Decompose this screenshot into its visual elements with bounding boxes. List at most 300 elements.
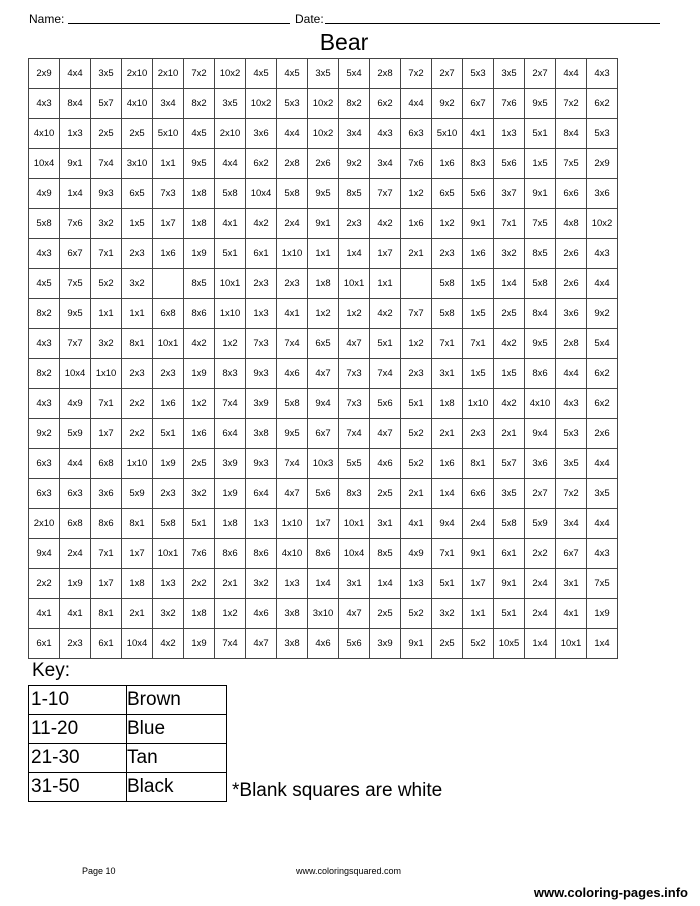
grid-cell: 4x7 <box>339 329 370 359</box>
grid-cell: 1x8 <box>432 389 463 419</box>
grid-cell: 4x4 <box>556 59 587 89</box>
grid-cell: 10x2 <box>246 89 277 119</box>
grid-cell: 2x6 <box>308 149 339 179</box>
grid-cell: 6x8 <box>153 299 184 329</box>
grid-cell: 6x7 <box>556 539 587 569</box>
grid-cell: 4x2 <box>494 389 525 419</box>
grid-cell: 2x10 <box>153 59 184 89</box>
grid-cell: 9x4 <box>432 509 463 539</box>
grid-cell: 1x7 <box>91 419 122 449</box>
grid-cell: 7x1 <box>91 389 122 419</box>
grid-cell: 7x1 <box>91 239 122 269</box>
grid-cell: 6x3 <box>29 449 60 479</box>
grid-cell: 1x5 <box>463 269 494 299</box>
grid-cell: 9x5 <box>277 419 308 449</box>
grid-cell: 2x3 <box>122 239 153 269</box>
grid-cell: 3x10 <box>308 599 339 629</box>
grid-cell: 5x6 <box>308 479 339 509</box>
grid-cell: 9x3 <box>91 179 122 209</box>
grid-cell: 9x5 <box>525 89 556 119</box>
grid-cell: 7x6 <box>60 209 91 239</box>
grid-cell: 3x9 <box>215 449 246 479</box>
grid-cell: 5x8 <box>153 509 184 539</box>
grid-cell: 4x6 <box>370 449 401 479</box>
grid-cell: 6x2 <box>370 89 401 119</box>
grid-cell: 2x3 <box>60 629 91 659</box>
grid-cell: 2x3 <box>401 359 432 389</box>
grid-cell: 8x3 <box>339 479 370 509</box>
grid-cell: 1x10 <box>122 449 153 479</box>
grid-cell: 2x6 <box>587 419 618 449</box>
grid-cell: 8x4 <box>60 89 91 119</box>
grid-cell: 1x9 <box>153 449 184 479</box>
grid-cell: 2x3 <box>339 209 370 239</box>
grid-cell: 2x3 <box>153 479 184 509</box>
grid-cell: 2x6 <box>556 239 587 269</box>
grid-cell: 9x3 <box>246 359 277 389</box>
grid-cell: 1x3 <box>246 299 277 329</box>
grid-cell: 2x10 <box>122 59 153 89</box>
grid-cell: 4x1 <box>277 299 308 329</box>
grid-cell: 8x3 <box>215 359 246 389</box>
grid-cell: 4x9 <box>29 179 60 209</box>
grid-cell: 2x7 <box>525 59 556 89</box>
grid-cell: 7x5 <box>556 149 587 179</box>
grid-cell: 2x1 <box>401 239 432 269</box>
grid-cell: 1x2 <box>215 599 246 629</box>
grid-row <box>29 149 618 179</box>
grid-cell: 6x8 <box>91 449 122 479</box>
grid-cell: 10x1 <box>153 329 184 359</box>
grid-cell: 5x1 <box>494 599 525 629</box>
grid-cell: 8x2 <box>29 299 60 329</box>
grid-cell: 7x2 <box>401 59 432 89</box>
grid-cell: 4x8 <box>556 209 587 239</box>
grid-cell: 2x5 <box>370 599 401 629</box>
grid-cell: 1x5 <box>463 299 494 329</box>
grid-cell: 6x3 <box>401 119 432 149</box>
grid-cell: 7x1 <box>494 209 525 239</box>
grid-cell: 5x10 <box>153 119 184 149</box>
grid-cell: 7x5 <box>525 209 556 239</box>
grid-cell: 10x4 <box>60 359 91 389</box>
grid-cell: 1x7 <box>370 239 401 269</box>
grid-cell: 8x1 <box>463 449 494 479</box>
grid-cell: 2x5 <box>370 479 401 509</box>
key-label: Key: <box>32 660 71 681</box>
grid-cell: 3x2 <box>494 239 525 269</box>
grid-cell: 4x3 <box>29 389 60 419</box>
grid-cell: 4x4 <box>587 449 618 479</box>
grid-cell: 8x2 <box>339 89 370 119</box>
grid-cell: 7x3 <box>153 179 184 209</box>
grid-cell: 4x10 <box>277 539 308 569</box>
grid-cell: 1x10 <box>91 359 122 389</box>
grid-cell: 8x3 <box>463 149 494 179</box>
grid-cell: 2x1 <box>432 419 463 449</box>
grid-cell: 1x8 <box>308 269 339 299</box>
grid-cell: 4x3 <box>29 89 60 119</box>
grid-cell: 5x8 <box>277 179 308 209</box>
grid-cell: 4x3 <box>29 239 60 269</box>
grid-cell: 1x2 <box>215 329 246 359</box>
grid-cell: 10x4 <box>29 149 60 179</box>
grid-cell: 5x8 <box>29 209 60 239</box>
grid-cell: 4x2 <box>370 299 401 329</box>
grid-cell: 1x1 <box>308 239 339 269</box>
grid-row <box>29 89 618 119</box>
grid-cell: 4x2 <box>153 629 184 659</box>
grid-cell: 1x4 <box>339 239 370 269</box>
grid-cell: 1x8 <box>215 509 246 539</box>
grid-cell: 3x5 <box>556 449 587 479</box>
grid-cell: 2x8 <box>556 329 587 359</box>
key-range: 1-10 <box>29 686 127 715</box>
grid-cell: 4x4 <box>587 509 618 539</box>
grid-cell: 2x10 <box>29 509 60 539</box>
grid-cell <box>153 269 184 299</box>
grid-cell: 6x3 <box>29 479 60 509</box>
grid-cell: 9x1 <box>525 179 556 209</box>
grid-cell: 5x4 <box>587 329 618 359</box>
grid-row <box>29 629 618 659</box>
grid-cell: 8x6 <box>308 539 339 569</box>
grid-cell: 2x4 <box>60 539 91 569</box>
grid-cell: 2x7 <box>525 479 556 509</box>
grid-cell: 1x5 <box>122 209 153 239</box>
grid-cell: 1x8 <box>184 599 215 629</box>
grid-cell: 1x9 <box>587 599 618 629</box>
grid-cell: 2x3 <box>153 359 184 389</box>
grid-cell: 5x3 <box>277 89 308 119</box>
grid-cell: 4x1 <box>401 509 432 539</box>
grid-cell: 2x2 <box>184 569 215 599</box>
grid-cell: 3x8 <box>246 419 277 449</box>
grid-cell: 5x8 <box>525 269 556 299</box>
grid-cell: 2x2 <box>122 419 153 449</box>
grid-cell: 5x10 <box>432 119 463 149</box>
grid-cell: 1x6 <box>184 419 215 449</box>
grid-cell: 10x2 <box>587 209 618 239</box>
grid-cell: 5x9 <box>525 509 556 539</box>
grid-cell: 2x4 <box>525 599 556 629</box>
grid-cell: 3x2 <box>122 269 153 299</box>
grid-row <box>29 359 618 389</box>
watermark: www.coloring-pages.info <box>533 885 688 900</box>
grid-cell: 4x7 <box>339 599 370 629</box>
grid-cell: 2x8 <box>277 149 308 179</box>
grid-cell: 5x3 <box>463 59 494 89</box>
grid-cell: 10x5 <box>494 629 525 659</box>
grid-cell: 9x1 <box>494 569 525 599</box>
grid-cell: 1x7 <box>153 209 184 239</box>
grid-cell: 8x6 <box>525 359 556 389</box>
grid-cell: 10x1 <box>215 269 246 299</box>
grid-cell: 7x4 <box>339 419 370 449</box>
grid-cell: 4x4 <box>556 359 587 389</box>
grid-cell: 2x5 <box>91 119 122 149</box>
grid-cell: 4x9 <box>401 539 432 569</box>
grid-cell: 4x7 <box>246 629 277 659</box>
grid-cell: 1x6 <box>432 149 463 179</box>
grid-cell: 6x8 <box>60 509 91 539</box>
key-row <box>29 715 227 744</box>
grid-cell: 10x1 <box>556 629 587 659</box>
grid-cell: 1x3 <box>277 569 308 599</box>
grid-cell: 2x3 <box>463 419 494 449</box>
grid-row <box>29 509 618 539</box>
grid-cell: 5x3 <box>556 419 587 449</box>
grid-cell: 4x5 <box>29 269 60 299</box>
grid-cell: 3x5 <box>494 59 525 89</box>
grid-cell: 9x1 <box>60 149 91 179</box>
grid-cell: 7x5 <box>60 269 91 299</box>
grid-cell: 4x4 <box>60 59 91 89</box>
grid-cell: 2x4 <box>277 209 308 239</box>
grid-cell: 1x5 <box>494 359 525 389</box>
grid-cell: 8x2 <box>29 359 60 389</box>
grid-row <box>29 539 618 569</box>
grid-cell: 8x4 <box>556 119 587 149</box>
grid-cell: 5x6 <box>370 389 401 419</box>
grid-cell: 7x4 <box>277 449 308 479</box>
grid-cell: 8x4 <box>525 299 556 329</box>
grid-cell: 10x2 <box>215 59 246 89</box>
grid-cell: 6x5 <box>308 329 339 359</box>
grid-cell: 2x9 <box>587 149 618 179</box>
grid-cell: 2x2 <box>525 539 556 569</box>
grid-row <box>29 419 618 449</box>
grid-cell: 5x7 <box>494 449 525 479</box>
grid-cell: 2x1 <box>122 599 153 629</box>
grid-cell: 1x8 <box>184 209 215 239</box>
grid-cell: 5x8 <box>215 179 246 209</box>
grid-cell: 1x7 <box>91 569 122 599</box>
grid-row <box>29 479 618 509</box>
grid-cell: 8x5 <box>525 239 556 269</box>
grid-row <box>29 179 618 209</box>
grid-cell: 3x6 <box>246 119 277 149</box>
name-line <box>68 23 290 24</box>
grid-cell: 8x6 <box>184 299 215 329</box>
grid-cell: 6x2 <box>587 89 618 119</box>
grid-cell: 3x9 <box>370 629 401 659</box>
grid-cell: 4x2 <box>246 209 277 239</box>
grid-cell: 9x3 <box>246 449 277 479</box>
grid-cell: 5x2 <box>401 449 432 479</box>
grid-cell: 2x3 <box>432 239 463 269</box>
grid-cell: 1x6 <box>463 239 494 269</box>
grid-cell: 9x4 <box>525 419 556 449</box>
grid-cell: 7x1 <box>463 329 494 359</box>
page-title: Bear <box>319 29 369 55</box>
grid-cell: 1x2 <box>432 209 463 239</box>
grid-cell: 2x5 <box>432 629 463 659</box>
page-number: Page 10 <box>82 866 116 876</box>
grid-cell: 4x1 <box>556 599 587 629</box>
grid-cell: 1x9 <box>60 569 91 599</box>
grid-cell: 4x2 <box>184 329 215 359</box>
grid-cell: 1x6 <box>153 389 184 419</box>
grid-cell: 1x1 <box>122 299 153 329</box>
grid-row <box>29 269 618 299</box>
grid-cell: 6x7 <box>463 89 494 119</box>
grid-cell: 4x3 <box>587 539 618 569</box>
grid-cell: 2x5 <box>184 449 215 479</box>
grid-cell: 10x2 <box>308 119 339 149</box>
grid-cell: 5x9 <box>60 419 91 449</box>
grid-cell: 2x3 <box>246 269 277 299</box>
grid-cell: 6x7 <box>60 239 91 269</box>
grid-cell: 4x3 <box>370 119 401 149</box>
grid-cell: 9x1 <box>308 209 339 239</box>
grid-cell: 5x7 <box>91 89 122 119</box>
grid-cell: 10x2 <box>308 89 339 119</box>
grid-cell: 1x4 <box>525 629 556 659</box>
grid-cell: 10x1 <box>339 269 370 299</box>
grid-cell: 1x2 <box>184 389 215 419</box>
grid-cell: 4x3 <box>587 59 618 89</box>
grid-cell: 1x3 <box>494 119 525 149</box>
grid-cell: 1x2 <box>401 179 432 209</box>
grid-cell: 4x10 <box>122 89 153 119</box>
grid-row <box>29 329 618 359</box>
grid-cell: 2x7 <box>432 59 463 89</box>
grid-cell: 7x4 <box>370 359 401 389</box>
grid-cell: 9x4 <box>308 389 339 419</box>
grid-row <box>29 599 618 629</box>
grid-cell: 1x6 <box>432 449 463 479</box>
grid-cell: 5x1 <box>215 239 246 269</box>
grid-cell: 4x7 <box>277 479 308 509</box>
grid-cell: 1x4 <box>60 179 91 209</box>
grid-cell: 8x6 <box>215 539 246 569</box>
key-row <box>29 686 227 715</box>
grid-cell: 3x4 <box>556 509 587 539</box>
grid-cell: 1x5 <box>463 359 494 389</box>
key-color: Tan <box>127 744 227 773</box>
grid-cell: 10x4 <box>122 629 153 659</box>
grid-cell: 4x9 <box>60 389 91 419</box>
grid-cell: 9x5 <box>184 149 215 179</box>
grid-cell: 7x7 <box>401 299 432 329</box>
grid-cell: 1x4 <box>308 569 339 599</box>
grid-cell: 4x5 <box>184 119 215 149</box>
grid-cell: 5x3 <box>587 119 618 149</box>
grid-cell: 10x4 <box>246 179 277 209</box>
grid-cell: 9x2 <box>339 149 370 179</box>
grid-cell: 4x2 <box>494 329 525 359</box>
grid-cell: 4x6 <box>246 599 277 629</box>
grid-cell: 10x3 <box>308 449 339 479</box>
grid-cell: 4x3 <box>556 389 587 419</box>
key-row <box>29 773 227 802</box>
grid-cell: 2x9 <box>29 59 60 89</box>
name-label: Name: <box>29 12 65 26</box>
grid-cell: 5x8 <box>432 299 463 329</box>
grid-row <box>29 449 618 479</box>
grid-cell: 4x4 <box>277 119 308 149</box>
grid-cell: 5x6 <box>463 179 494 209</box>
grid-cell: 1x9 <box>184 359 215 389</box>
grid-cell: 7x2 <box>556 89 587 119</box>
grid-cell: 9x2 <box>29 419 60 449</box>
grid-cell: 4x1 <box>60 599 91 629</box>
grid-cell: 4x6 <box>277 359 308 389</box>
grid-cell: 7x5 <box>587 569 618 599</box>
grid-cell: 7x6 <box>401 149 432 179</box>
grid-cell: 1x4 <box>587 629 618 659</box>
grid-cell: 1x6 <box>153 239 184 269</box>
grid-cell: 5x8 <box>432 269 463 299</box>
key-color: Blue <box>127 715 227 744</box>
key-table <box>28 685 227 802</box>
grid-cell: 2x2 <box>29 569 60 599</box>
key-color: Black <box>127 773 227 802</box>
grid-cell: 1x10 <box>277 239 308 269</box>
grid-cell: 1x4 <box>432 479 463 509</box>
grid-cell: 4x7 <box>370 419 401 449</box>
grid-cell: 1x4 <box>494 269 525 299</box>
grid-cell: 1x10 <box>463 389 494 419</box>
grid-cell: 5x4 <box>339 59 370 89</box>
grid-cell: 7x7 <box>370 179 401 209</box>
grid-cell: 1x10 <box>215 299 246 329</box>
grid-cell: 4x3 <box>587 239 618 269</box>
grid-cell: 3x4 <box>153 89 184 119</box>
key-range: 31-50 <box>29 773 127 802</box>
grid-cell: 7x4 <box>215 389 246 419</box>
grid-cell: 1x7 <box>122 539 153 569</box>
grid-cell: 2x2 <box>122 389 153 419</box>
grid-cell: 3x2 <box>184 479 215 509</box>
grid-cell: 8x1 <box>122 329 153 359</box>
grid-cell: 1x9 <box>184 239 215 269</box>
grid-cell: 4x5 <box>246 59 277 89</box>
grid-cell: 6x7 <box>308 419 339 449</box>
grid-cell: 3x9 <box>246 389 277 419</box>
grid-cell: 7x4 <box>91 149 122 179</box>
grid-row <box>29 299 618 329</box>
grid-cell: 2x1 <box>215 569 246 599</box>
grid-cell: 1x3 <box>60 119 91 149</box>
grid-cell: 1x7 <box>463 569 494 599</box>
grid-cell: 1x8 <box>184 179 215 209</box>
grid-cell: 4x3 <box>29 329 60 359</box>
grid-cell: 7x6 <box>494 89 525 119</box>
grid-cell: 3x6 <box>556 299 587 329</box>
key-range: 21-30 <box>29 744 127 773</box>
grid-cell: 7x3 <box>246 329 277 359</box>
grid-cell: 5x1 <box>153 419 184 449</box>
grid-cell: 3x2 <box>432 599 463 629</box>
grid-cell: 4x1 <box>215 209 246 239</box>
grid-cell: 4x10 <box>29 119 60 149</box>
grid-cell: 1x1 <box>370 269 401 299</box>
grid-cell: 4x10 <box>525 389 556 419</box>
grid-cell: 1x8 <box>122 569 153 599</box>
grid-cell: 7x3 <box>339 389 370 419</box>
grid-cell: 6x4 <box>246 479 277 509</box>
grid-cell: 4x6 <box>308 629 339 659</box>
grid-row <box>29 119 618 149</box>
grid-cell: 9x1 <box>463 209 494 239</box>
grid-cell: 8x1 <box>91 599 122 629</box>
grid-cell: 4x2 <box>370 209 401 239</box>
grid-cell: 7x3 <box>339 359 370 389</box>
grid-cell: 5x1 <box>370 329 401 359</box>
grid-row <box>29 209 618 239</box>
